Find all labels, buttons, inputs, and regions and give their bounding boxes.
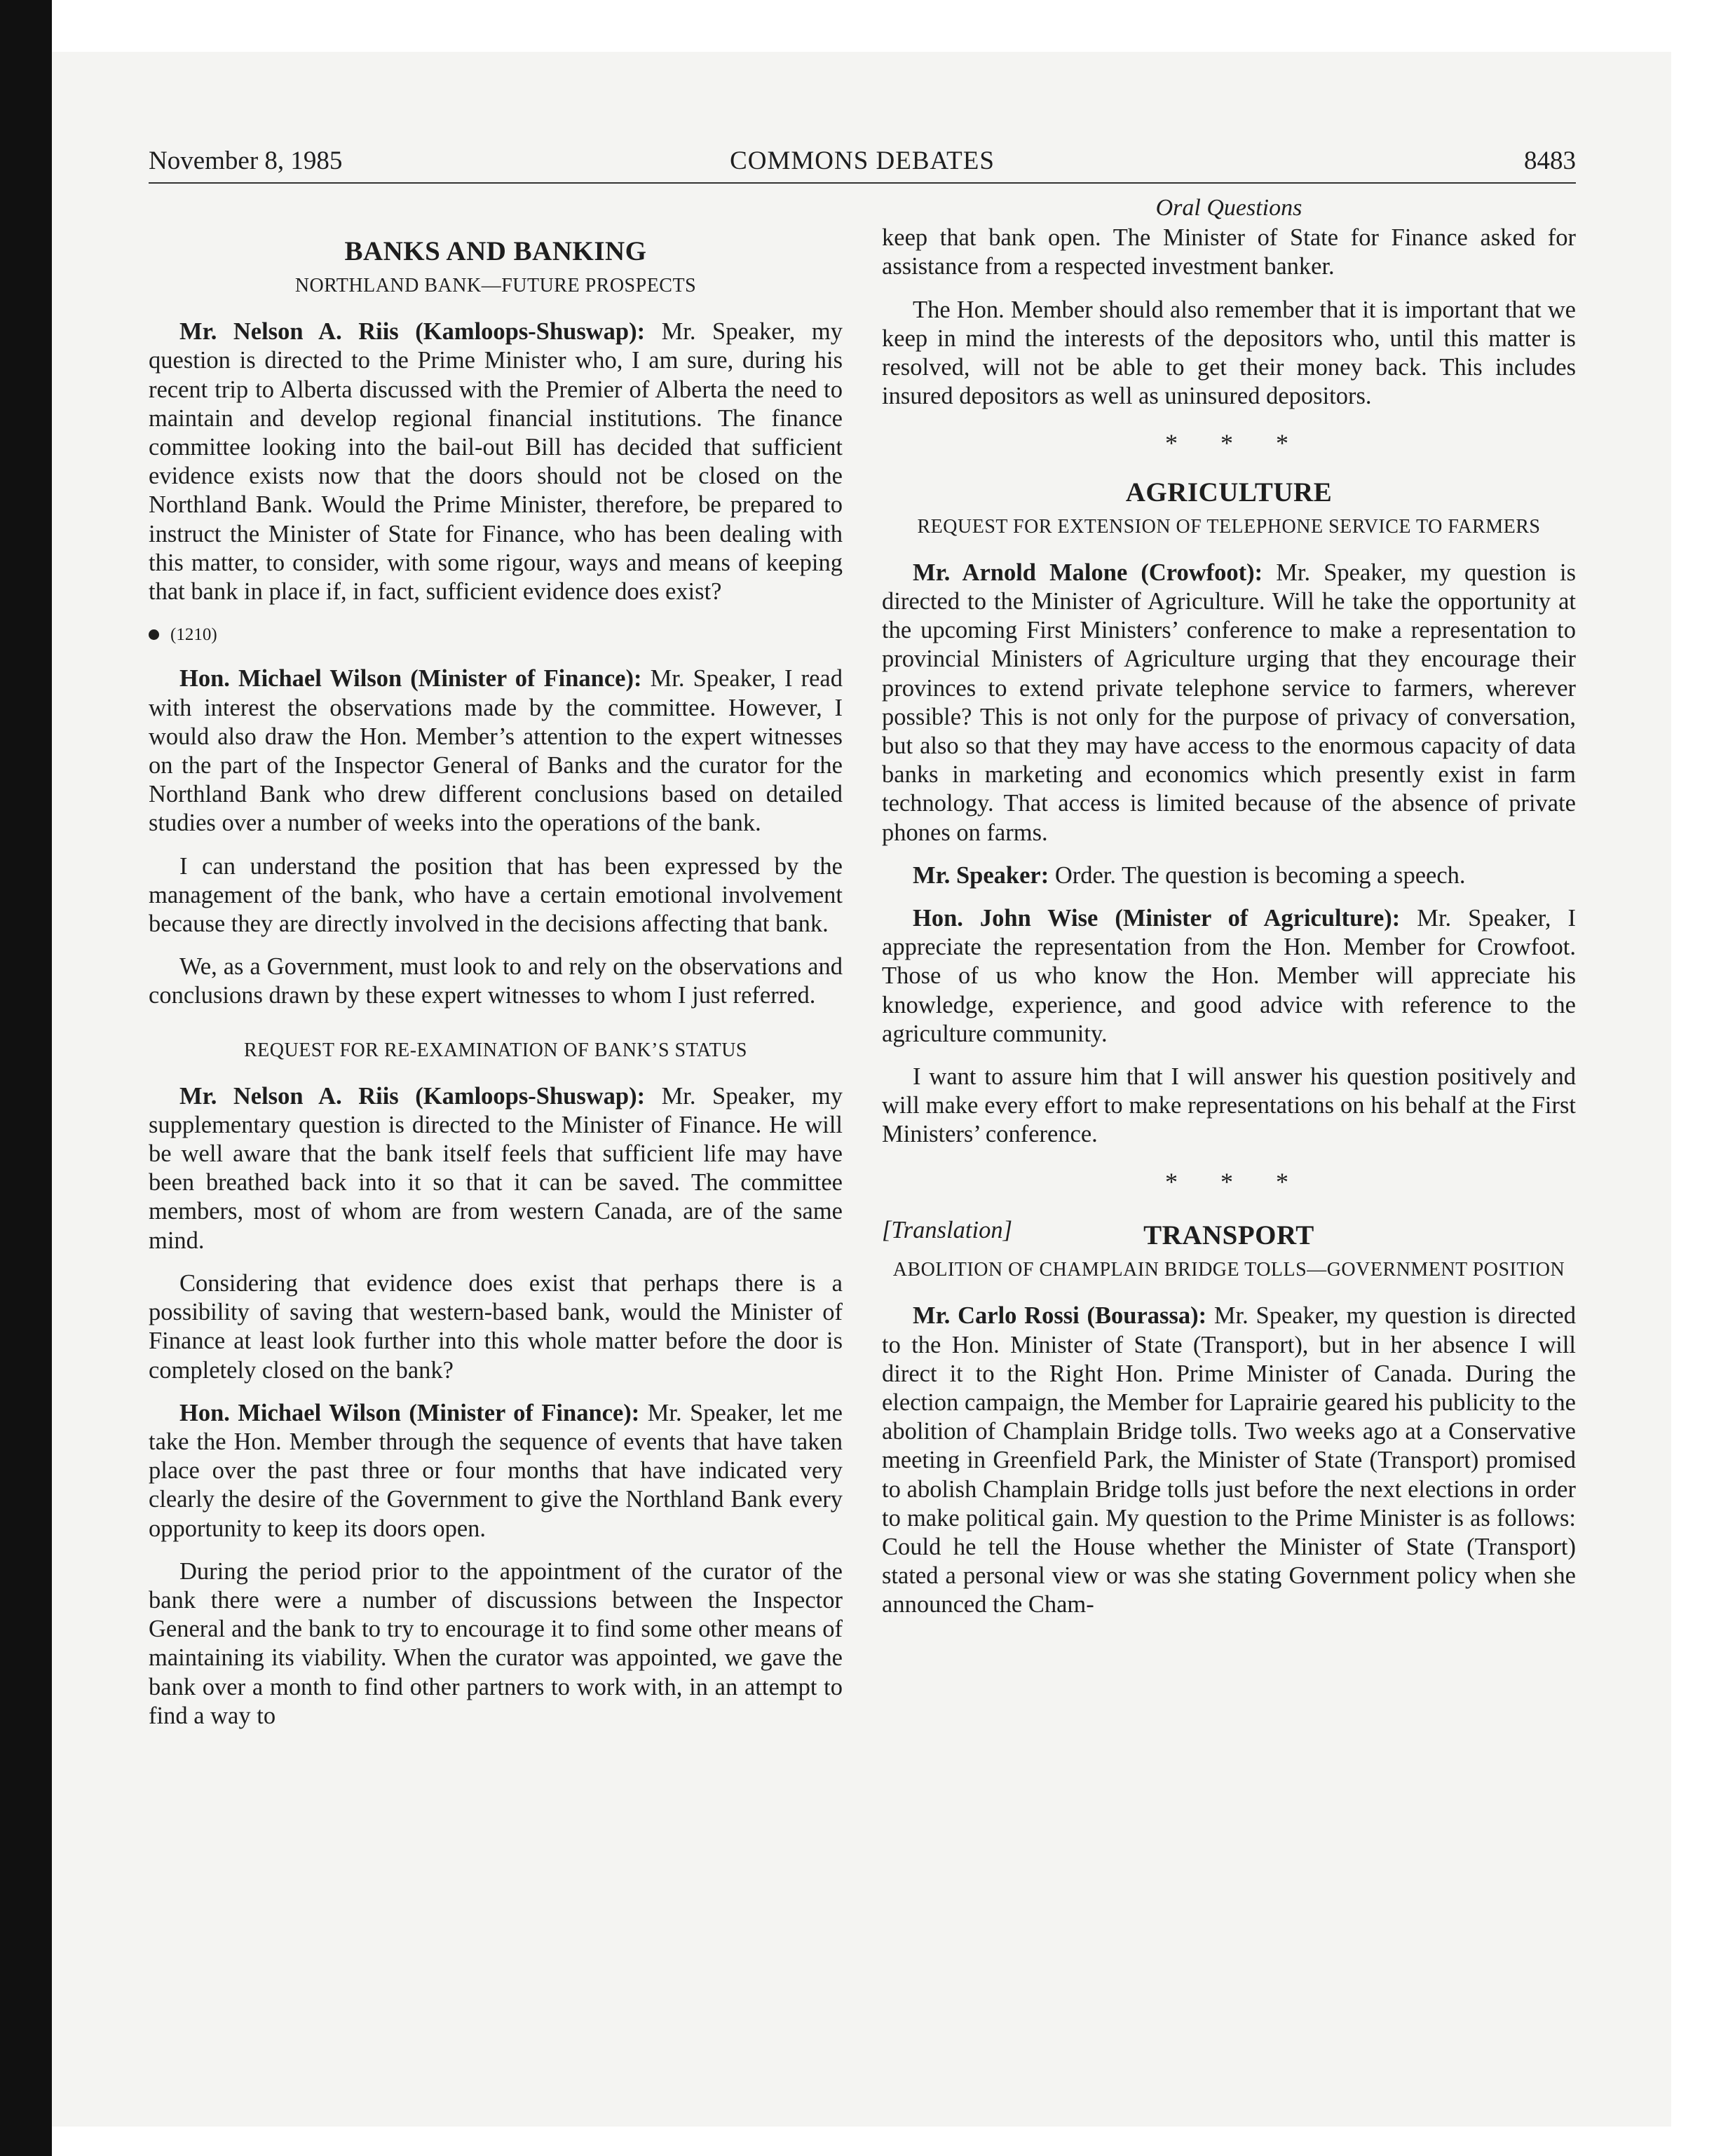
right-column [882,193,1576,1634]
running-head [149,140,1576,184]
speaker-name: Hon. Michael Wilson (Minister of Finance): [179,665,642,692]
speech-wise [882,904,1576,1049]
time-marker-label: (1210) [170,625,217,645]
header-page-number: 8483 [1524,146,1576,175]
subheading-reexamination: REQUEST FOR RE-EXAMINATION OF BANK’S STATUS [243,1039,747,1061]
time-marker [149,620,843,649]
speaker-name: Hon. John Wise (Minister of Agriculture): [913,905,1401,932]
speaker-name: Mr. Speaker: [913,861,1049,889]
speaker-name: Mr. Nelson A. Riis (Kamloops-Shuswap): [179,318,646,346]
paragraph: During the period prior to the appointment of the curator of the bank there were a number of discussions between the Inspector General and the bank to try to encourage it to find some other means of maintaining its viability. When the curator was appointed, we gave the bank over a month to find other partners to work with, in an attempt to find a way to [149,1557,843,1729]
speech-rossi [882,1302,1576,1619]
paragraph: I can understand the position that has been expressed by the management of the bank, who have a certain emotional involvement because they are directly involved in the decisions affecting that bank. [149,852,843,938]
subheading-northland-bank: NORTHLAND BANK—FUTURE PROSPECTS [294,275,697,297]
scan-border-top [52,0,1735,52]
speaker-name: Mr. Nelson A. Riis (Kamloops-Shuswap): [179,1082,646,1110]
speech-speaker [882,861,1576,890]
speech-wilson-1 [149,664,843,838]
speaker-name: Hon. Michael Wilson (Minister of Finance): [179,1399,640,1426]
column-caption: Oral Questions [1155,195,1302,221]
section-heading-banks: BANKS AND BANKING [344,236,647,266]
translation-note: [Translation] [882,1216,1012,1243]
speech-text: Mr. Speaker, I appreciate the representation from the Hon. Member for Crowfoot. Those of us who know the Hon. Member will appreciate his knowledge, experience, and good advice with reference to the agriculture community. [882,905,1576,1047]
section-heading-transport: TRANSPORT [1143,1220,1314,1251]
header-title: COMMONS DEBATES [730,146,995,175]
left-column [149,193,843,1745]
speech-text: Mr. Speaker, my question is directed to the Minister of Agriculture. Will he take the opportunity at the upcoming First Ministers’ conference to make a representation to provincial Ministers of Agriculture urging that they encourage their provinces to extend private telephone service to farmers, wherever possible? This is not only for the purpose of privacy of conversation, but also so that they may have access to the enormous capacity of data banks in marketing and economics which presently exist in farm technology. That access is limited because of the absence of private phones on farms. [882,559,1576,846]
paragraph: keep that bank open. The Minister of State for Finance asked for assistance from a respected investment banker. [882,224,1576,280]
scan-border-left [0,0,52,2156]
speech-text: Mr. Speaker, my question is directed to the Hon. Minister of State (Transport), but in her absence I will direct it to the Right Hon. Prime Minister of Canada. During the election campaign, the Member for Laprairie geared his publicity to the abolition of Champlain Bridge tolls. Two weeks ago at a Conservative meeting in Greenfield Park, the Minister of State (Transport) promised to abolish Champlain Bridge tolls just before the next elections in order to make political gain. My question to the Prime Minister is as follows: Could he tell the House whether the Minister of State (Transport) stated a personal view or was she stating Government policy when she announced the Cham- [882,1302,1576,1618]
speaker-name: Mr. Carlo Rossi (Bourassa): [913,1302,1207,1330]
speech-text: Mr. Speaker, my question is directed to the Prime Minister who, I am sure, during his recent trip to Alberta discussed with the Premier of Alberta the need to maintain and develop regional financial institutions. The finance committee looking into the bail-out Bill has decided that sufficient evidence exists now that the doors should not be closed on the Northland Bank. Would the Prime Minister, therefore, be prepared to instruct the Minister of State for Finance, who has been dealing with this matter, to consider, with some rigour, ways and means of keeping that bank in place if, in fact, sufficient evidence does exist? [149,318,843,606]
subheading-telephone-service: REQUEST FOR EXTENSION OF TELEPHONE SERVICE TO FARMERS [917,515,1541,538]
speech-riis-1 [149,318,843,606]
speech-wilson-2 [149,1399,843,1543]
bullet-dot-icon [149,629,159,640]
paragraph: We, as a Government, must look to and rely on the observations and conclusions drawn by these expert witnesses to whom I just referred. [149,953,843,1009]
paragraph: I want to assure him that I will answer his question positively and will make every effort to make representations on his behalf at the First Ministers’ conference. [882,1063,1576,1148]
speech-malone [882,559,1576,847]
section-heading-agriculture: AGRICULTURE [1125,477,1333,507]
section-separator: * * * [1165,429,1307,458]
speech-text: Mr. Speaker, let me take the Hon. Member through the sequence of events that have taken place over the past three or four months that have indicated very clearly the desire of the Government to give the Northland Bank every opportunity to keep its doors open. [149,1399,843,1542]
subheading-champlain-bridge: ABOLITION OF CHAMPLAIN BRIDGE TOLLS—GOVERNMENT POSITION [892,1259,1565,1281]
speaker-name: Mr. Arnold Malone (Crowfoot): [913,559,1263,586]
paragraph: Considering that evidence does exist that perhaps there is a possibility of saving that western-based bank, would the Minister of Finance at least look further into this whole matter before the door is completely closed on the bank? [149,1269,843,1384]
speech-text: Mr. Speaker, I read with interest the observations made by the committee. However, I would also draw the Hon. Member’s attention to the expert witnesses on the part of the Inspector General of Banks and the curator for the Northland Bank who drew different conclusions based on detailed studies over a number of weeks into the operations of the bank. [149,665,843,837]
section-separator: * * * [1165,1167,1307,1196]
speech-text: Order. The question is becoming a speech. [1049,861,1466,889]
speech-riis-2 [149,1082,843,1255]
paragraph: The Hon. Member should also remember that it is important that we keep in mind the interests of the depositors who, until this matter is resolved, will not be able to get their money back. This includes insured depositors as well as uninsured depositors. [882,296,1576,410]
speech-text: Mr. Speaker, my supplementary question is directed to the Minister of Finance. He will be well aware that the bank itself feels that sufficient life may have been breathed back into it so that it can be saved. The committee members, most of whom are from western Canada, are of the same mind. [149,1082,843,1254]
header-date: November 8, 1985 [149,146,343,175]
